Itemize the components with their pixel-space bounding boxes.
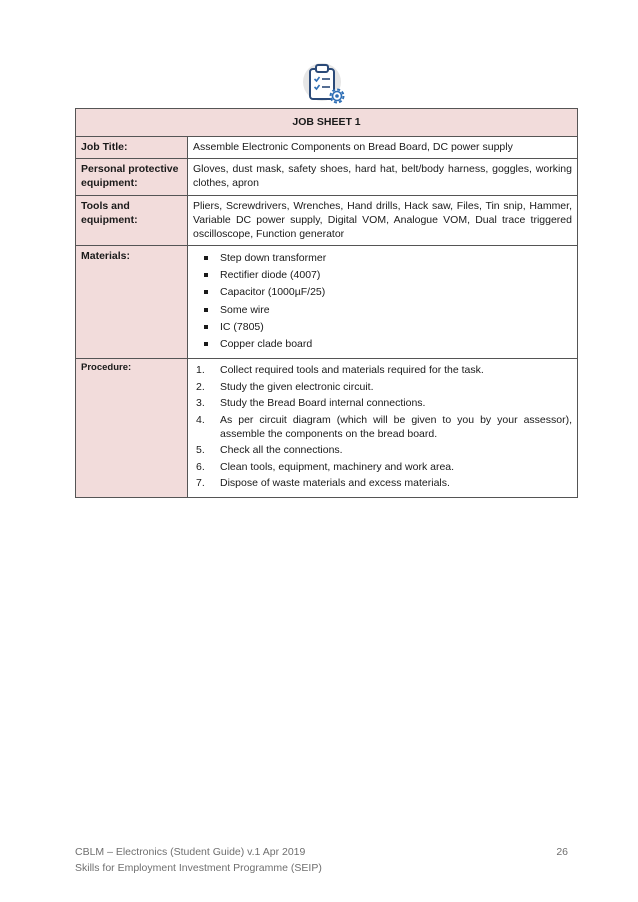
tools-value: Pliers, Screwdrivers, Wrenches, Hand drills, Hack saw, Files, Tin snip, Hammer, Variable DC power supply, Digital VOM, Analogue VOM, Dual trace triggered oscilloscope, Function generator — [188, 195, 578, 246]
footer-programme-name: Skills for Employment Investment Programme (SEIP) — [75, 862, 322, 875]
materials-cell — [188, 246, 578, 359]
list-item — [193, 396, 572, 410]
tools-row — [76, 195, 578, 246]
step-number: 4. — [196, 413, 205, 426]
list-item: Step down transformer — [193, 251, 572, 268]
step-number: 6. — [196, 460, 205, 473]
list-item — [193, 413, 572, 441]
step-text: As per circuit diagram (which will be given to you by your assessor), assemble the components on the bread board. — [220, 413, 572, 440]
list-item: Copper clade board — [193, 337, 572, 354]
list-item: Rectifier diode (4007) — [193, 268, 572, 285]
ppe-value: Gloves, dust mask, safety shoes, hard hat, belt/body harness, goggles, working clothes, apron — [188, 159, 578, 195]
job-sheet-title-row — [76, 109, 578, 137]
list-item: IC (7805) — [193, 320, 572, 337]
step-number: 3. — [196, 397, 205, 410]
list-item — [193, 380, 572, 394]
step-number: 2. — [196, 380, 205, 393]
job-sheet-table — [75, 108, 578, 498]
clipboard-gear-icon — [302, 60, 350, 108]
ppe-row — [76, 159, 578, 195]
step-text: Check all the connections. — [220, 444, 343, 457]
procedure-list — [193, 362, 572, 490]
tools-label: Tools and equipment: — [76, 195, 188, 246]
list-item — [193, 443, 572, 457]
job-sheet-title: JOB SHEET 1 — [76, 109, 578, 137]
materials-label: Materials: — [76, 246, 188, 359]
job-title-row — [76, 137, 578, 159]
list-item: Capacitor (1000µF/25) — [193, 285, 572, 302]
procedure-label: Procedure: — [76, 359, 188, 497]
footer-guide-title: CBLM – Electronics (Student Guide) v.1 Apr 2019 — [75, 846, 306, 858]
materials-row — [76, 246, 578, 359]
step-number: 7. — [196, 477, 205, 490]
procedure-row — [76, 359, 578, 497]
list-item — [193, 363, 572, 377]
step-number: 1. — [196, 364, 205, 377]
job-title-label: Job Title: — [76, 137, 188, 159]
ppe-label: Personal protective equipment: — [76, 159, 188, 195]
step-text: Study the given electronic circuit. — [220, 380, 374, 393]
list-item — [193, 460, 572, 474]
step-text: Collect required tools and materials required for the task. — [220, 364, 484, 377]
step-text: Dispose of waste materials and excess materials. — [220, 477, 450, 490]
page-number: 26 — [556, 846, 568, 858]
list-item — [193, 476, 572, 490]
step-number: 5. — [196, 444, 205, 457]
job-title-value: Assemble Electronic Components on Bread Board, DC power supply — [188, 137, 578, 159]
step-text: Clean tools, equipment, machinery and work area. — [220, 460, 455, 473]
materials-list — [193, 249, 572, 354]
page-footer — [75, 844, 568, 877]
procedure-cell — [188, 359, 578, 497]
step-text: Study the Bread Board internal connections. — [220, 397, 426, 410]
list-item: Some wire — [193, 303, 572, 320]
